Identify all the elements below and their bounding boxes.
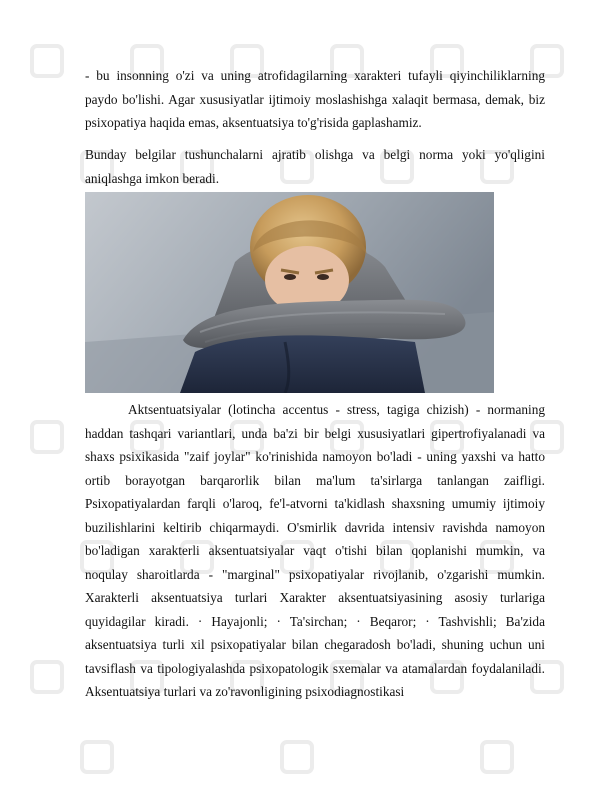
paragraph-concepts: Bunday belgilar tushunchalarni ajratib olishga va belgi norma yoki yo'qligini aniqlashga imkon beradi.	[85, 147, 545, 186]
paragraph-intro: - bu insonning o'zi va uning atrofidagilarning xarakteri tufayli qiyinchiliklarning paydo bo'lishi. Agar xususiyatlar ijtimoiy moslashishga xalaqit bermasa, demak, biz psixopatiya haqida emas, aksentuatsiya to'g'risida gaplashamiz.	[85, 68, 545, 130]
paragraph-accentuations: Aktsentuatsiyalar (lotincha accentus - stress, tagiga chizish) - normaning haddan tashqari variantlari, unda ba'zi bir belgi xususiyatlari gipertrofiyalanadi va shaxs psixikasida "zaif joylar" ko'rinishida namoyon bo'ladi - uning yaxshi va hatto ortib borayotgan barqarorlik bilan ma'lum ta'sirlarga tanlangan zaifligi. Psixopatiyalardan farqli o'laroq, fe'l-atvorni ta'kidlash shaxsning umumiy ijtimoiy buzilishlarini keltirib chiqarmaydi. O'smirlik davrida intensiv ravishda namoyon bo'ladigan xarakterli aksentuatsiyalar vaqt o'tishi bilan qoplanishi mumkin, va noqulay sharoitlarda - "marginal" psixopatiyalar rivojlanib, o'zgarishi mumkin. Xarakterli aksentuatsiya turlari Xarakter aksentuatsiyasining asosiy turlariga quyidagilar kiradi. · Hayajonli; · Ta'sirchan; · Beqaror; · Tashvishli; Ba'zida aksentuatsiya turli xil psixopatiyalar bilan chegaradosh bo'ladi, shuning uchun uni tavsiflash va tipologiyalashda psixopatologik sxemalar va atamalardan foydalaniladi. Aksentuatsiya turlari va zo'ravonligining psixodiagnostikasi	[85, 402, 545, 699]
sad-boy-photo	[85, 192, 494, 393]
